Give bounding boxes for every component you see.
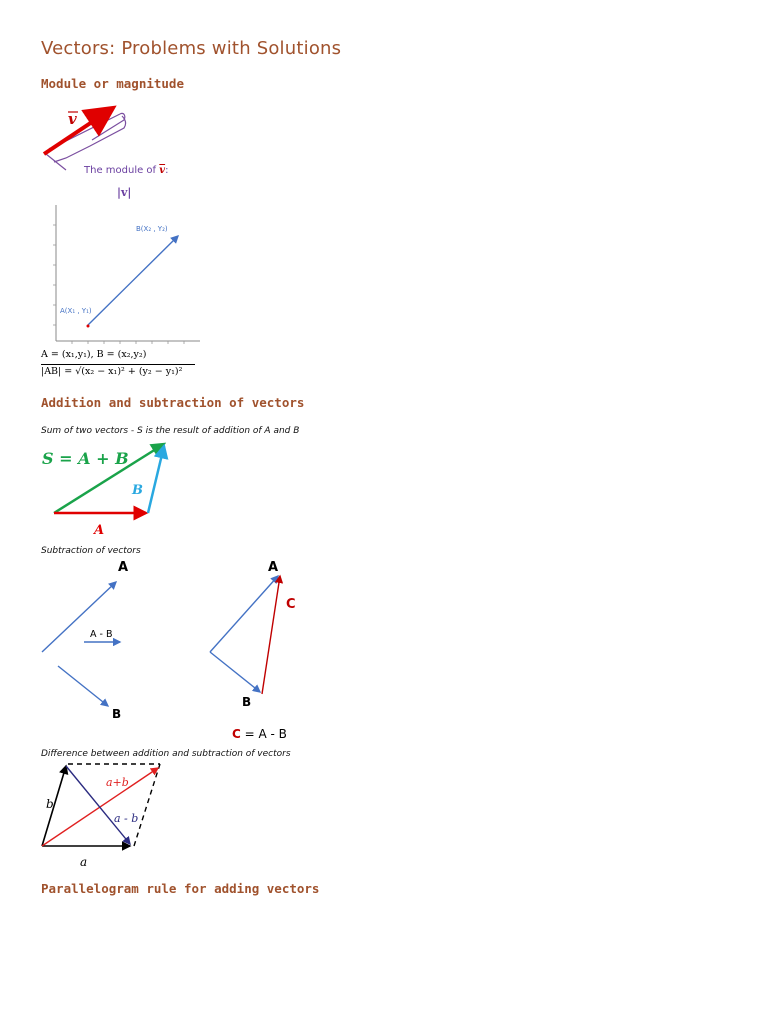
par-label-diff: a - b [114, 812, 139, 825]
module-abs: |v| [117, 186, 132, 199]
par-label-sum: a+b [106, 776, 129, 789]
module-caption: The module of $\overline{v}$: [84, 165, 169, 176]
sub-right-vector-c [262, 576, 280, 694]
vector-a-label: A [94, 523, 105, 538]
point-b-label: B(X₂ , Y₂) [136, 225, 168, 233]
vector-b-arrow [148, 446, 164, 513]
par-dash-right [134, 764, 160, 846]
vector-v-label: v [68, 110, 77, 128]
module-caption-vector: $\overline{v}$ [159, 165, 166, 176]
module-caption-text: The module of [84, 165, 157, 176]
page-title: Vectors: Problems with Solutions [41, 38, 342, 59]
parallelogram-figure [40, 760, 180, 870]
formula-magnitude: |AB| = √(x₂ − x₁)² + (y₂ − y₁)² [41, 364, 195, 377]
heading-parallelogram-rule: Parallelogram rule for adding vectors [41, 881, 320, 896]
sub-left-label-a: A [118, 560, 129, 575]
point-a-dot [87, 325, 90, 328]
par-label-a: a [80, 855, 88, 869]
heading-addition-subtraction: Addition and subtraction of vectors [41, 395, 305, 410]
sum-equation: S = A + B [42, 449, 129, 468]
subtraction-caption: Subtraction of vectors [41, 546, 141, 556]
vector-ab-arrow [88, 236, 178, 325]
vector-v-brace [46, 113, 125, 170]
point-a-label: A(X₁ , Y₁) [60, 307, 92, 315]
subtraction-right-figure [204, 556, 304, 716]
sub-right-label-b: B [242, 695, 252, 709]
sub-left-vector-b [58, 666, 108, 706]
c-equation-c: C [232, 727, 241, 741]
sub-right-vector-a [210, 576, 278, 652]
vector-b-label: B [132, 483, 143, 498]
sub-right-vector-b [210, 652, 260, 692]
vector-v-arrow [44, 110, 110, 154]
par-label-b: b [46, 797, 54, 811]
vector-sum-figure [40, 440, 180, 540]
coordinate-plot [40, 205, 202, 347]
vector-v-figure [40, 102, 150, 168]
sub-right-label-a: A [268, 560, 279, 575]
formula-points: A = (x₁,y₁), B = (x₂,y₂) [41, 349, 147, 360]
difference-caption: Difference between addition and subtraction of vectors [41, 749, 291, 759]
sub-diff-label: A - B [90, 629, 113, 640]
sub-right-label-c: C [286, 597, 296, 612]
c-equation [232, 727, 287, 741]
subtraction-left-figure [40, 556, 140, 724]
c-equation-rest: = A - B [244, 727, 287, 741]
heading-module-magnitude: Module or magnitude [41, 76, 184, 91]
sum-caption: Sum of two vectors - S is the result of addition of A and B [41, 426, 300, 436]
sub-left-label-b: B [112, 707, 122, 721]
